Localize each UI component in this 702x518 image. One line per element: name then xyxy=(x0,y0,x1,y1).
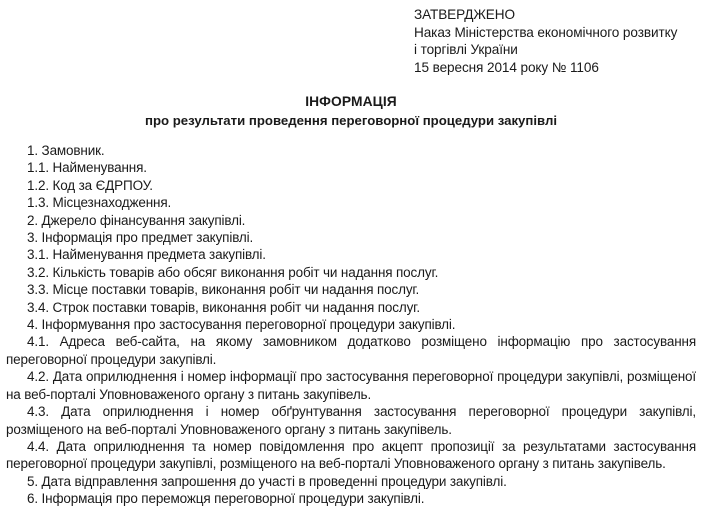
document-subtitle: про результати проведення переговорної процедури закупівлі xyxy=(145,113,557,128)
list-item: 4.1. Адреса веб-сайта, на якому замовником додатково розміщено інформацію про застосування переговорної процедури закупівлі. xyxy=(6,334,696,367)
approval-title: ЗАТВЕРДЖЕНО xyxy=(414,7,515,22)
list-item: 2. Джерело фінансування закупівлі. xyxy=(27,212,246,228)
approval-ministry-line: і торгівлі України xyxy=(414,42,518,57)
list-item: 1.3. Місцезнаходження. xyxy=(27,195,172,211)
list-item: 3.3. Місце поставки товарів, виконання робіт чи надання послуг. xyxy=(27,282,420,298)
list-item: 4.4. Дата оприлюднення та номер повідомлення про акцепт пропозиції за результатами застосування переговорної процедури закупівлі, розміщеного на веб-порталі Уповноваженого органу з питань закупівель. xyxy=(6,438,696,472)
information-items-list xyxy=(6,142,696,508)
list-item: 3. Інформація про предмет закупівлі. xyxy=(27,230,254,246)
list-item: 3.4. Строк поставки товарів, виконання робіт чи надання послуг. xyxy=(27,299,420,315)
list-item: 3.1. Найменування предмета закупівлі. xyxy=(27,247,266,263)
list-item: 1. Замовник. xyxy=(27,143,105,158)
list-item: 1.1. Найменування. xyxy=(27,160,147,176)
list-item: 4.2. Дата оприлюднення і номер інформації про застосування переговорної процедури закупівлі, розміщеної на веб-порталі Уповноваженого органу з питань закупівель. xyxy=(6,369,696,402)
list-item: 4.3. Дата оприлюднення і номер обґрунтування застосування переговорної процедури закупівлі, розміщеного на веб-порталі Уповноваженого органу з питань закупівель. xyxy=(6,404,696,437)
approval-order-line: Наказ Міністерства економічного розвитку xyxy=(414,24,678,40)
document-title: ІНФОРМАЦІЯ xyxy=(305,94,397,109)
list-item: 3.2. Кількість товарів або обсяг виконання робіт чи надання послуг. xyxy=(27,264,439,280)
approval-stamp-block xyxy=(414,6,699,76)
approval-date-line: 15 вересня 2014 року № 1106 xyxy=(414,59,599,75)
list-item: 1.2. Код за ЄДРПОУ. xyxy=(27,177,153,193)
list-item: 4. Інформування про застосування переговорної процедури закупівлі. xyxy=(27,317,456,333)
list-item: 5. Дата відправлення запрошення до участі в проведенні процедури закупівлі. xyxy=(27,473,507,489)
list-item: 6. Інформація про переможця переговорної процедури закупівлі. xyxy=(27,491,425,507)
